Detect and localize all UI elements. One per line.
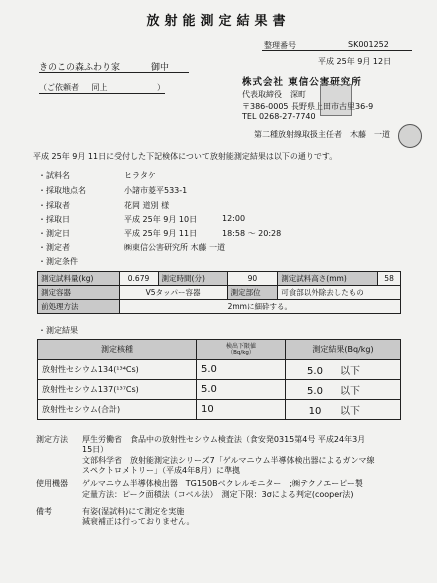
limit-header-label: 検出下限値 (225, 342, 256, 350)
report-date: 平成 25年 9月 12日 (318, 57, 392, 66)
table-row (38, 340, 401, 360)
sample-label: ・測定条件 (38, 257, 78, 266)
result-value: 5.0 (307, 366, 323, 377)
requester-value: 同上 (91, 83, 108, 92)
sample-value: ㈱東信公害研究所 木藤 一道 (124, 243, 226, 252)
table-row (38, 380, 401, 400)
requester-close: ） (157, 83, 165, 92)
method-line: スペクトロメトリー」（平成4年8月）に準拠 (82, 466, 241, 475)
cond-value: V5タッパー容器 (119, 286, 227, 300)
report-number-value: SK001252 (348, 40, 389, 49)
table-row (38, 400, 401, 420)
table-row (38, 360, 401, 380)
limit-header-unit: （Bq/kg） (227, 349, 255, 356)
cond-label: 測定部位 (227, 286, 278, 300)
results-header: 測定核種 (38, 340, 197, 360)
equipment-line: ゲルマニウム半導体検出器 TG150Bベクレルモニター ;㈱テクノエーピー製 (82, 479, 363, 488)
remarks-line: 有姿(湿試料)にて測定を実施 (82, 507, 185, 516)
result-value: 10 (308, 406, 322, 417)
detection-limit: 5.0 (197, 360, 286, 380)
method-line: 厚生労働省 食品中の放射性セシウム検査法（食安発0315第4号 平成24年3月 (82, 435, 366, 444)
nuclide-name: 放射性セシウム134(¹³⁴Cs) (38, 360, 197, 380)
cond-label: 測定時間(分) (158, 272, 227, 286)
detection-limit: 5.0 (197, 380, 286, 400)
sample-extra: 12:00 (222, 214, 246, 223)
cond-label: 測定試料量(kg) (38, 272, 120, 286)
results-title: ・測定結果 (38, 326, 78, 335)
sample-value: 平成 25年 9月 11日 (124, 229, 198, 238)
cond-value: 可食部以外除去したもの (278, 286, 401, 300)
nuclide-name: 放射性セシウム(合計) (38, 400, 197, 420)
issuer-postal: 〒386-0005 長野県上田市古里36-9 (242, 102, 374, 111)
sample-label: ・測定者 (38, 243, 70, 252)
cond-value: 2mmに細砕する。 (119, 300, 400, 314)
result-qualifier: 以下 (340, 406, 360, 417)
nuclide-name: 放射性セシウム137(¹³⁷Cs) (38, 380, 197, 400)
sample-label: ・採取地点名 (38, 186, 86, 195)
result-qualifier: 以下 (340, 386, 360, 397)
requester-label: （ご依頼者 (39, 83, 79, 92)
issuer-chief: 第二種放射線取扱主任者 木藤 一道 (254, 130, 390, 139)
method-line: 15日） (82, 445, 109, 454)
result-qualifier: 以下 (340, 366, 360, 377)
sample-label: ・試料名 (38, 171, 70, 180)
table-row (38, 272, 401, 286)
method-label: 測定方法 (36, 435, 68, 444)
cond-value: 0.679 (119, 272, 158, 286)
sample-value: 平成 25年 9月 10日 (124, 215, 198, 224)
remarks-line: 減衰補正は行っておりません。 (82, 517, 195, 526)
equipment-line: 定量方法：ピーク面積法（コベル法） 測定下限：3σによる判定(cooper法) (82, 490, 354, 499)
sample-value: ヒラタケ (124, 171, 156, 180)
client-honorific: 御中 (151, 63, 170, 73)
sample-extra: 18:58 ～ 20:28 (222, 229, 282, 238)
sample-label: ・測定日 (38, 229, 70, 238)
intro-text: 平成 25年 9月 11日に受付した下記検体について放射能測定結果は以下の通りです。 (33, 152, 338, 161)
sample-value: 花岡 道別 様 (124, 201, 170, 210)
results-header: 測定結果(Bq/kg) (286, 340, 401, 360)
issuer-representative: 代表取締役 深町 (242, 90, 306, 99)
issuer-company: 株式会社 東信公害研究所 (242, 77, 362, 88)
table-row (38, 286, 401, 300)
cond-value: 58 (378, 272, 401, 286)
cond-value: 90 (227, 272, 278, 286)
client-line (39, 60, 189, 73)
conditions-table (37, 271, 401, 314)
results-table (37, 339, 401, 420)
remarks-label: 備考 (36, 507, 52, 516)
detection-limit: 10 (197, 400, 286, 420)
cond-label: 前処理方法 (38, 300, 120, 314)
sample-value: 小諸市菱平533-1 (124, 186, 188, 195)
result-value: 5.0 (307, 386, 323, 397)
sample-label: ・採取者 (38, 201, 70, 210)
cond-label: 測定容器 (38, 286, 120, 300)
requester-line (39, 82, 165, 94)
client-name: きのこの森ふわり家 (39, 63, 121, 73)
sample-label: ・採取日 (38, 215, 70, 224)
equipment-label: 使用機器 (36, 479, 68, 488)
results-header (197, 340, 286, 360)
method-line: 文部科学省 放射能測定法シリーズ7「ゲルマニウム半導体検出器によるガンマ線 (82, 456, 375, 465)
report-number-underline (262, 50, 412, 51)
table-row (38, 300, 401, 314)
cond-label: 測定試料高さ(mm) (278, 272, 378, 286)
report-number-label: 整理番号 (264, 41, 296, 50)
page-title: 放射能測定結果書 (146, 14, 291, 29)
personal-seal (398, 124, 422, 148)
issuer-tel: TEL 0268-27-7740 (242, 112, 316, 121)
